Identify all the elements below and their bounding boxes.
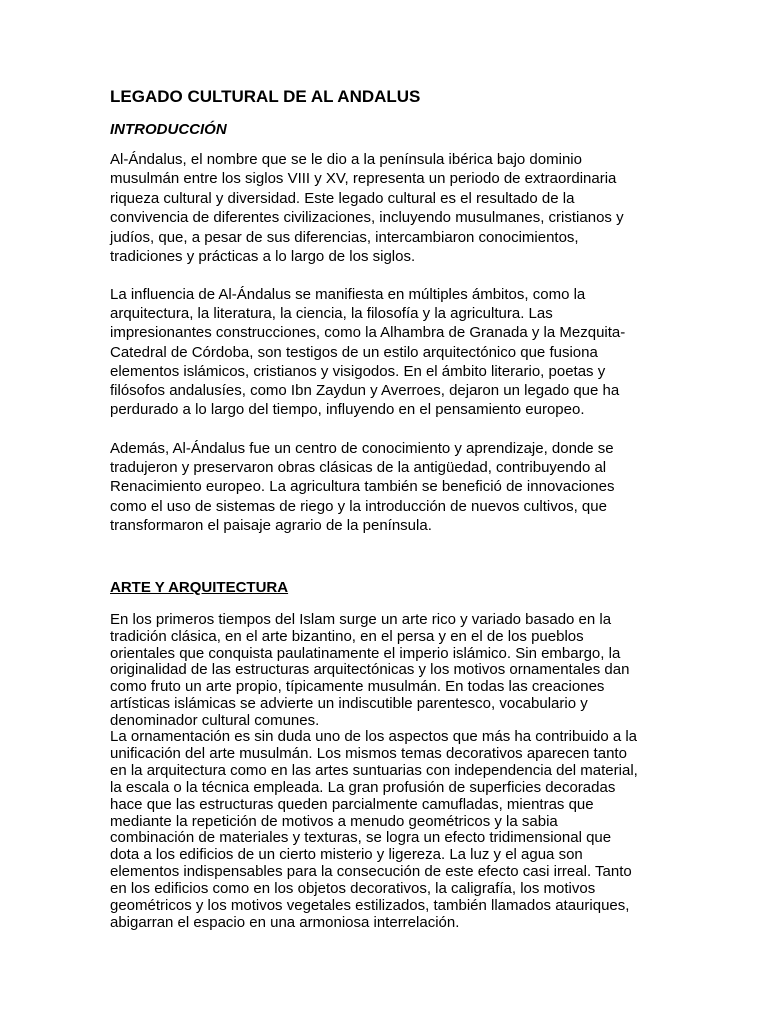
- paragraph-line: transformaron el paisaje agrario de la península.: [110, 516, 432, 534]
- paragraph-line: orientales que conquista paulatinamente el imperio islámico. Sin embargo, la: [110, 644, 621, 662]
- paragraph-line: originalidad de las estructuras arquitectónicas y los motivos ornamentales dan: [110, 661, 630, 679]
- paragraph-line: la escala o la técnica empleada. La gran profusión de superficies decoradas: [110, 778, 616, 796]
- intro-heading: INTRODUCCIÓN: [110, 121, 227, 138]
- paragraph-line: elementos islámicos, cristianos y visigodos. En el ámbito literario, poetas y: [110, 362, 606, 380]
- paragraph-line: en la arquitectura como en las artes suntuarias con independencia del material,: [110, 761, 638, 779]
- section-paragraph: [110, 729, 638, 932]
- paragraph-line: como el uso de sistemas de riego y la introducción de nuevos cultivos, que: [110, 497, 607, 515]
- intro-paragraph: [110, 439, 615, 535]
- paragraph-line: artísticas islámicas se advierte un indiscutible parentesco, vocabulario y: [110, 694, 588, 712]
- paragraph-line: convivencia de diferentes civilizaciones, incluyendo musulmanes, cristianos y: [110, 209, 624, 227]
- paragraph-line: Renacimiento europeo. La agricultura también se benefició de innovaciones: [110, 478, 615, 496]
- section-paragraph: [110, 612, 629, 730]
- paragraph-line: En los primeros tiempos del Islam surge un arte rico y variado basado en la: [110, 611, 612, 628]
- paragraph-line: tradiciones y prácticas a lo largo de los siglos.: [110, 248, 416, 266]
- paragraph-line: tradición clásica, en el arte bizantino, en el persa y en el de los pueblos: [110, 627, 584, 645]
- paragraph-line: Al-Ándalus, el nombre que se le dio a la península ibérica bajo dominio: [110, 151, 582, 168]
- paragraph-line: filósofos andalusíes, como Ibn Zaydun y Averroes, dejaron un legado que ha: [110, 382, 620, 400]
- paragraph-line: musulmán entre los siglos VIII y XV, representa un periodo de extraordinaria: [110, 170, 617, 188]
- paragraph-line: denominador cultural comunes.: [110, 711, 320, 729]
- paragraph-line: en los edificios como en los objetos decorativos, la caligrafía, los motivos: [110, 880, 596, 898]
- paragraph-line: dota a los edificios de un cierto misterio y ligereza. La luz y el agua son: [110, 846, 583, 864]
- paragraph-line: perdurado a lo largo del tiempo, influyendo en el pensamiento europeo.: [110, 401, 585, 419]
- paragraph-line: elementos indispensables para la consecución de este efecto casi irreal. Tanto: [110, 863, 632, 881]
- paragraph-line: judíos, que, a pesar de sus diferencias, intercambiaron conocimientos,: [110, 228, 579, 246]
- paragraph-line: Catedral de Córdoba, son testigos de un estilo arquitectónico que fusiona: [110, 343, 598, 361]
- paragraph-line: arquitectura, la literatura, la ciencia, la filosofía y la agricultura. Las: [110, 305, 553, 323]
- paragraph-line: impresionantes construcciones, como la Alhambra de Granada y la Mezquita-: [110, 324, 626, 342]
- paragraph-line: La influencia de Al-Ándalus se manifiesta en múltiples ámbitos, como la: [110, 286, 586, 303]
- paragraph-line: como fruto un arte propio, típicamente musulmán. En todas las creaciones: [110, 678, 605, 696]
- paragraph-line: geométricos y los motivos vegetales estilizados, también llamados atauriques,: [110, 897, 630, 915]
- paragraph-line: unificación del arte musulmán. Los mismos temas decorativos aparecen tanto: [110, 744, 627, 762]
- paragraph-line: tradujeron y preservaron obras clásicas de la antigüedad, contribuyendo al: [110, 459, 607, 477]
- paragraph-line: combinación de materiales y texturas, se logra un efecto tridimensional que: [110, 829, 612, 847]
- intro-paragraph: [110, 285, 625, 419]
- paragraph-line: abigarran el espacio en una armoniosa interrelación.: [110, 913, 460, 931]
- paragraph-line: Además, Al-Ándalus fue un centro de conocimiento y aprendizaje, donde se: [110, 440, 614, 457]
- paragraph-line: riqueza cultural y diversidad. Este legado cultural es el resultado de la: [110, 189, 575, 207]
- paragraph-line: mediante la repetición de motivos a menudo geométricos y la sabia: [110, 812, 558, 830]
- paragraph-line: La ornamentación es sin duda uno de los aspectos que más ha contribuido a la: [110, 728, 638, 745]
- document-title: LEGADO CULTURAL DE AL ANDALUS: [110, 87, 421, 106]
- intro-paragraph: [110, 150, 624, 266]
- paragraph-line: hace que las estructuras queden parcialmente camufladas, mientras que: [110, 795, 594, 813]
- section-heading-arte: ARTE Y ARQUITECTURA: [110, 579, 289, 596]
